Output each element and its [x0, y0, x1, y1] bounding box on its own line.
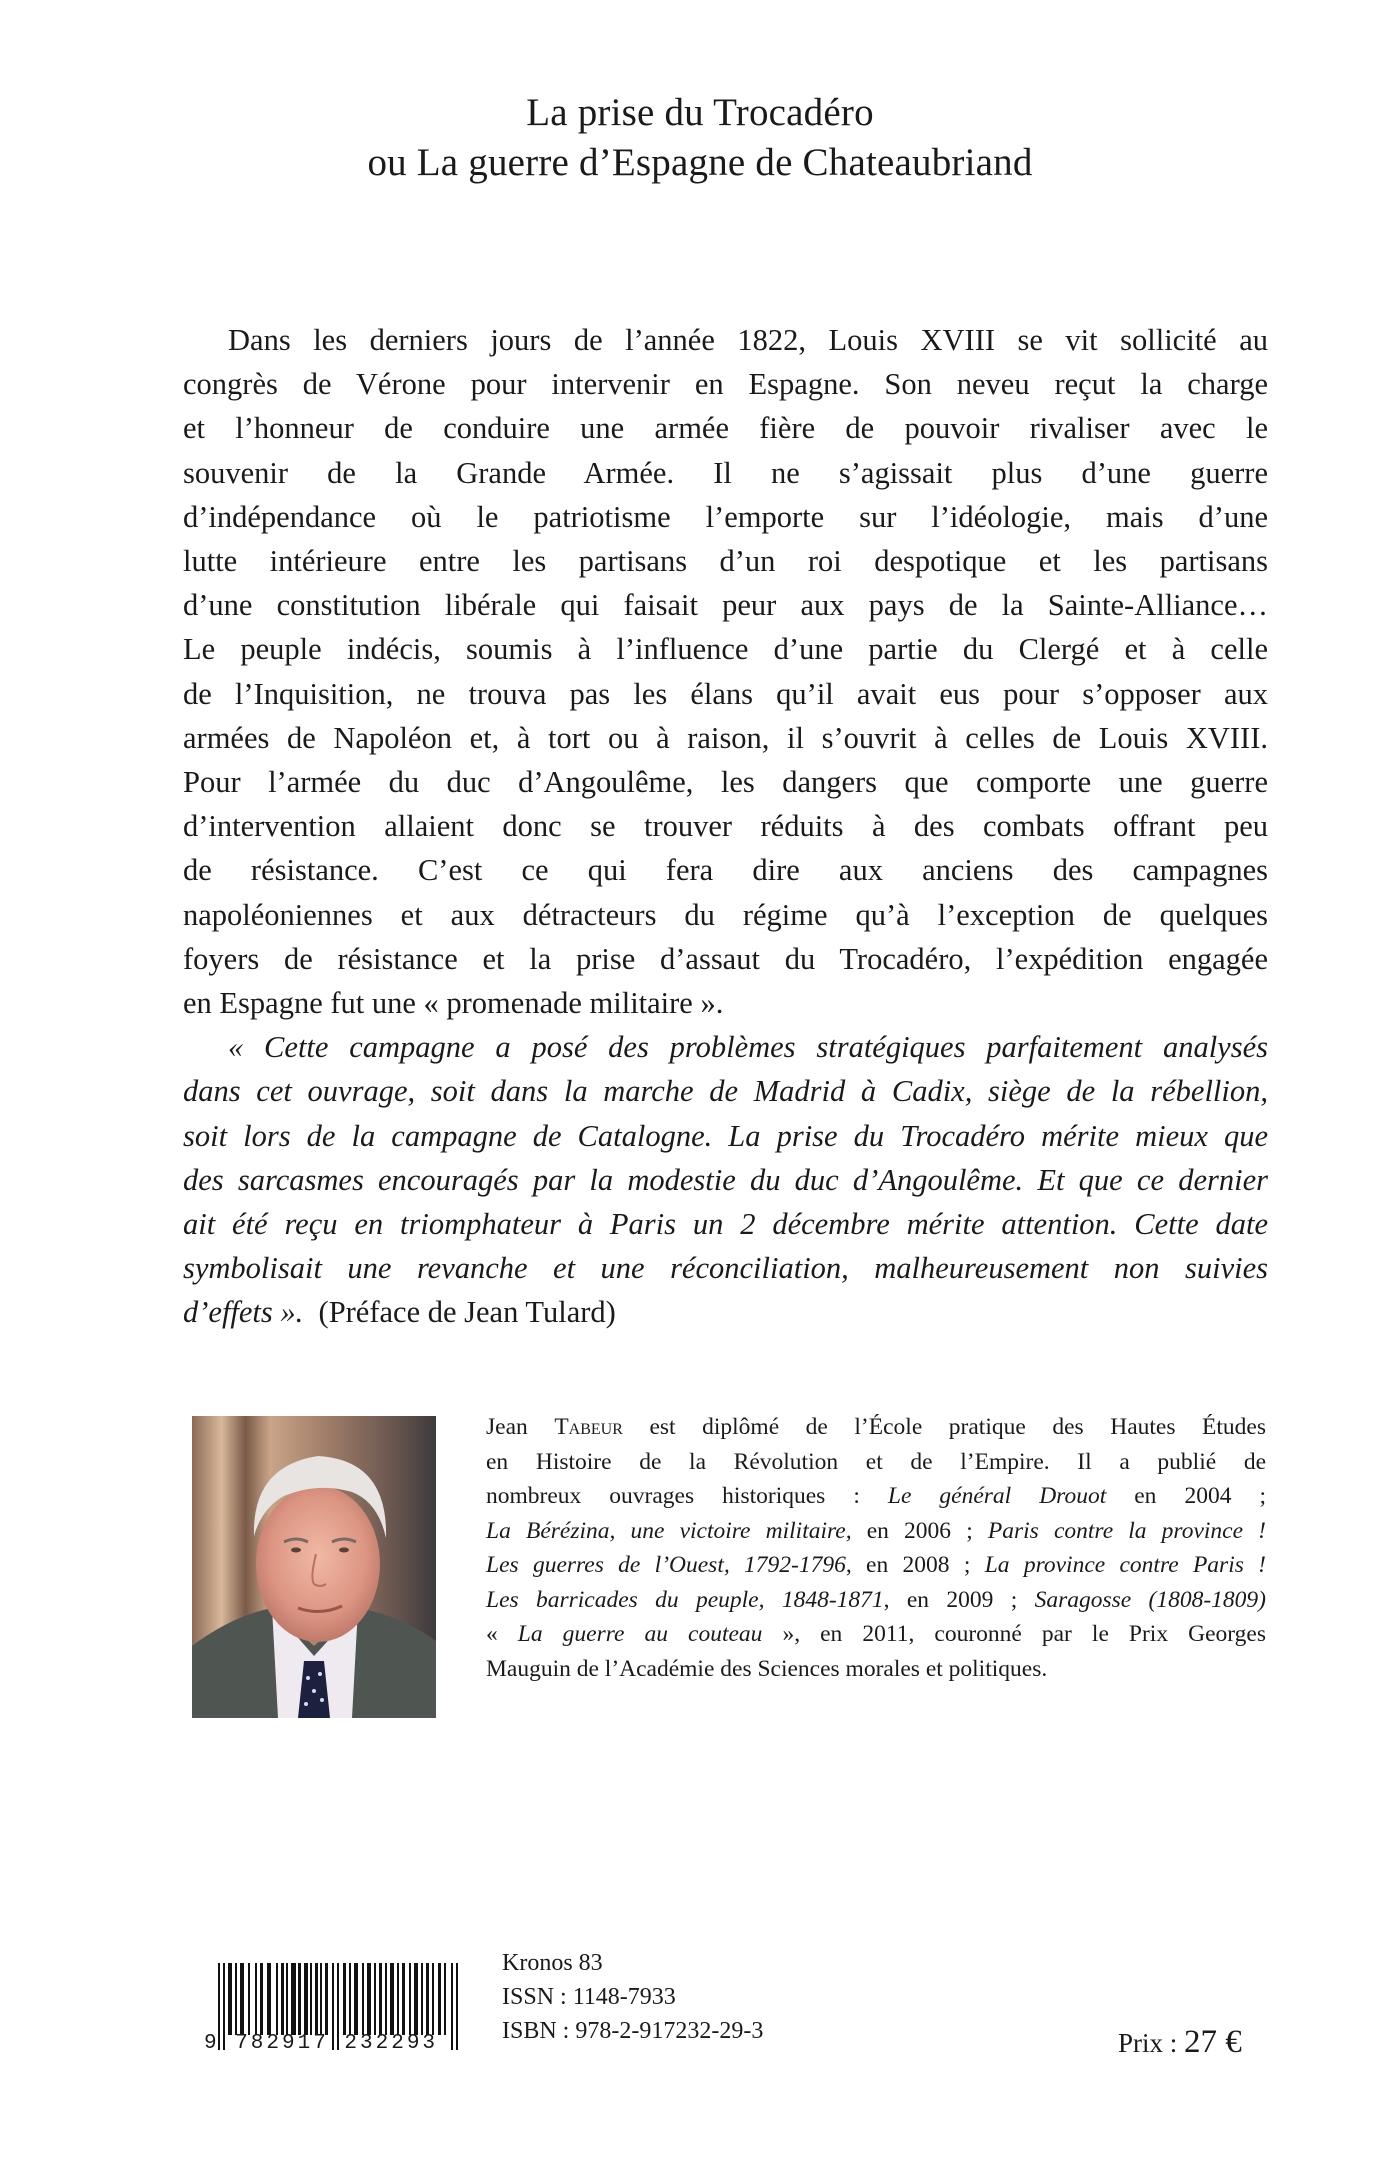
- bio-line: Mauguin de l’Académie des Sciences morales et politiques.: [486, 1655, 1048, 1682]
- text-line: en Espagne fut une « promenade militaire ».: [183, 986, 724, 1021]
- bio-text: , en 2008 ;: [845, 1552, 985, 1578]
- publication-info: [502, 1946, 763, 2048]
- book-title-berezina: La Bérézina, une victoire militaire,: [486, 1517, 852, 1544]
- bio-line: [486, 1583, 1266, 1618]
- quote-line: symbolisait une revanche et une réconciliation, malheureusement non suivies: [183, 1251, 1268, 1286]
- bio-line: en Histoire de la Révolution et de l’Empire. Il a publié de: [486, 1448, 1266, 1475]
- author-last-name: Tabeur: [554, 1414, 623, 1440]
- title-line-2: ou La guerre d’Espagne de Chateaubriand: [367, 141, 1033, 184]
- price-value: 27 €: [1184, 2024, 1242, 2060]
- book-title: [0, 88, 1400, 188]
- bio-text: nombreux ouvrages historiques :: [486, 1483, 888, 1509]
- quote-line: soit lors de la campagne de Catalogne. La prise du Trocadéro mérite mieux que: [183, 1118, 1268, 1153]
- quote-line: ait été reçu en triomphateur à Paris un 2 décembre mérite attention. Cette date: [183, 1207, 1268, 1242]
- text-line: de l’Inquisition, ne trouva pas les élans qu’il avait eus pour s’opposer aux: [183, 676, 1268, 711]
- text-line: et l’honneur de conduire une armée fière de pouvoir rivaliser avec le: [183, 411, 1268, 446]
- bio-text: », en 2011, couronné par le Prix Georges: [762, 1621, 1267, 1647]
- text-line: Dans les derniers jours de l’année 1822, Louis XVIII se vit sollicité au: [228, 323, 1268, 357]
- quote-line: dans cet ouvrage, soit dans la marche de Madrid à Cadix, siège de la rébellion,: [183, 1074, 1268, 1109]
- author-photo: [192, 1416, 436, 1718]
- book-title-barricades: Les barricades du peuple, 1848-1871: [486, 1586, 884, 1613]
- text-line: armées de Napoléon et, à tort ou à raison, il s’ouvrit à celles de Louis XVIII.: [183, 720, 1268, 755]
- price: [1118, 2024, 1242, 2061]
- issn: ISSN : 1148-7933: [502, 1984, 676, 2010]
- series-number: Kronos 83: [502, 1950, 603, 1976]
- preface-quote: [183, 1025, 1268, 1334]
- title-line-1: La prise du Trocadéro: [526, 91, 874, 134]
- text-line: foyers de résistance et la prise d’assaut du Trocadéro, l’expédition engagée: [183, 941, 1268, 976]
- bio-text: est diplômé de l’École pratique des Hautes Études: [622, 1414, 1266, 1440]
- author-first-name: Jean: [486, 1414, 555, 1440]
- book-title-province-contre-paris: La province contre Paris !: [984, 1552, 1267, 1578]
- bio-text: en 2006 ;: [851, 1517, 988, 1544]
- summary-paragraph: [183, 318, 1268, 1025]
- text-line: Le peuple indécis, soumis à l’influence d’une partie du Clergé et à celle: [183, 632, 1268, 667]
- bio-line: [486, 1479, 1266, 1514]
- text-line: Pour l’armée du duc d’Angoulême, les dangers que comporte une guerre: [183, 765, 1268, 800]
- book-title-guerres-ouest: Les guerres de l’Ouest, 1792-1796: [486, 1552, 846, 1578]
- isbn: ISBN : 978-2-917232-29-3: [502, 2018, 764, 2044]
- bio-line: [486, 1617, 1266, 1652]
- text-line: congrès de Vérone pour intervenir en Espagne. Son neveu reçut la charge: [183, 367, 1268, 402]
- price-label: Prix :: [1118, 2028, 1185, 2058]
- text-line: d’une constitution libérale qui faisait peur aux pays de la Sainte-Alliance…: [183, 588, 1268, 623]
- text-line: de résistance. C’est ce qui fera dire aux anciens des campagnes: [183, 853, 1268, 888]
- bio-text: en 2004 ;: [1106, 1483, 1267, 1509]
- quote-end: d’effets ».: [183, 1295, 304, 1330]
- book-title-saragosse: Saragosse (1808-1809): [1034, 1586, 1267, 1613]
- bio-text: , en 2009 ;: [883, 1586, 1035, 1613]
- author-bio: [486, 1410, 1266, 1686]
- quote-attribution: (Préface de Jean Tulard): [318, 1295, 616, 1330]
- book-title-guerre-couteau: La guerre au couteau: [517, 1621, 763, 1647]
- bio-line: [486, 1548, 1266, 1583]
- quote-line: des sarcasmes encouragés par la modestie du duc d’Angoulême. Et que ce dernier: [183, 1162, 1268, 1197]
- quote-line: « Cette campagne a posé des problèmes stratégiques parfaitement analysés: [228, 1030, 1268, 1065]
- text-line: lutte intérieure entre les partisans d’un roi despotique et les partisans: [183, 544, 1268, 579]
- text-line: d’indépendance où le patriotisme l’emporte sur l’idéologie, mais d’une: [183, 499, 1268, 534]
- book-title-drouot: Le général Drouot: [887, 1483, 1107, 1509]
- barcode-digits: 9 782917 232293: [204, 2032, 439, 2055]
- book-title-paris-contre-province: Paris contre la province !: [987, 1517, 1266, 1544]
- text-line: d’intervention allaient donc se trouver réduits à des combats offrant peu: [183, 809, 1268, 844]
- text-line: souvenir de la Grande Armée. Il ne s’agissait plus d’une guerre: [183, 455, 1268, 490]
- bio-line: [486, 1410, 1266, 1445]
- back-cover-summary: [183, 318, 1268, 1335]
- quote-last-line: [183, 1290, 1268, 1334]
- bio-text: «: [486, 1621, 518, 1647]
- text-line: napoléoniennes et aux détracteurs du régime qu’à l’exception de quelques: [183, 897, 1268, 932]
- bio-line: [486, 1514, 1266, 1549]
